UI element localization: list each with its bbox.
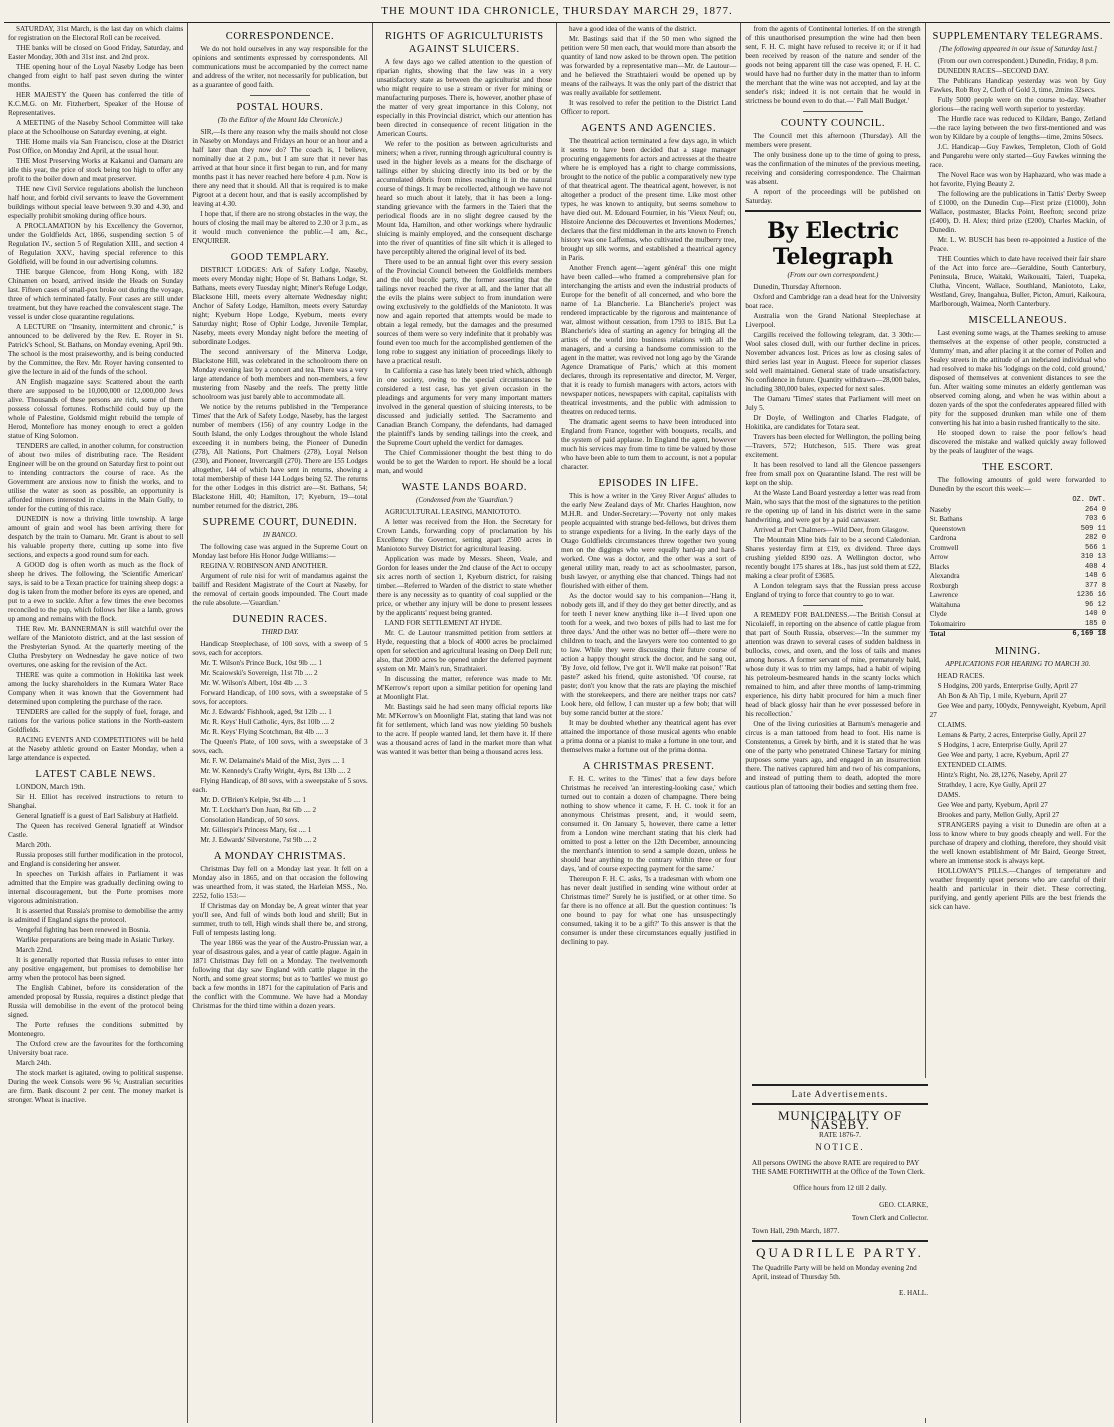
paragraph: The Porte refuses the conditions submitted by Montenegro. [8, 1021, 184, 1038]
naseby-signer-title: Town Clerk and Collector. [851, 1213, 928, 1222]
escort-place: Queenstown [929, 524, 966, 533]
paragraph: Mr. W. Wilson's Albert, 10st 4lb .... 3 [200, 679, 308, 687]
paragraph: The theatrical action terminated a few days ago, in which it seems to have been decided that a stage manager procuring engagements for actors and actresses at the theatre where he is employed has a right to charge commissions, brought to the notice of the public a comparatively new type of that theatrical agent. The theatrical agent, however, is not altogether a product of the present time. Like most other types, he was known to antiquity, but seems somehow to have died out. M. Edouard Fournier, in his 'Vieux Neuf; ou, Histoire Ancienne des Découvertes et Inventions Modernes,' declares that the first middleman in the arts known to French history was one Laffemas, who cultivated the mulberry tree, brought up silk worms, and established a theatrical agency in Paris. [560, 137, 737, 262]
paragraph: Mr. T. Wilson's Prince Buck, 10st 9lb .... 1 [200, 659, 323, 667]
paragraph: Forward Handicap, of 100 sovs, with a sweepstake of 5 sovs, for acceptors. [192, 689, 368, 706]
escort-row [930, 553, 1106, 563]
escort-row [930, 582, 1106, 592]
paragraph: It was resolved to refer the petition to the District Land Officer to report. [560, 99, 737, 116]
escort-place: Blacks [929, 562, 950, 571]
paragraph: Mr. L. W. BUSCH has been re-appointed a Justice of the Peace. [929, 236, 1106, 253]
paragraph: As the doctor would say to his companion—'Hang it, nobody gets ill, and if they do they get better directly, and as for teeth I never knew anything like it—I lived upon one tooth for a week, and two boxes of pills had to last me for three days.' And the other was no better off—there were no children to teach, and the lawyers were too contented to go to law. While they were discussing their future course of action a happy thought struck the doctor, and he sang out, 'By Jove, old fellow, I've got it. We'll make rat poison!' 'Rat paste?' asked his friend, quite astonished. 'Of course, rat paste; don't you know that the rats are playing the mischief with the storekeepers, and there are neither traps nor cats? Look here, old fellow, I can muster up a few bob; that will buy some rancid butter at the store.' [560, 592, 737, 717]
paragraph: Consolation Handicap, of 50 sovs. [200, 816, 300, 824]
paragraph: It has been resolved to land all the Glencoe passengers free from small pox on Quarantine Island. The rest will be kept on the ship. [745, 461, 921, 487]
templary-lodges: DISTRICT LODGES: Ark of Safety Lodge, Naseby, meets every Monday night; Hope of St. Bathans Lodge, St. Bathans, meets every Tuesday night; Miner's Refuge Lodge, Blacksone Hill, meets every alternate Wednesday night; Anchor of Safety Lodge, Hamilton, meets every Saturday night; Kyeburn Hope Lodge, Kyeburn, meets every Saturday night; Rose of Ophir Lodge, Juvenile Templar, Naseby, meets every Monday night before the meeting of subordinate Lodges. [192, 266, 368, 346]
paragraph: Mr. J. Edwards' Fishhook, aged, 9st 12lb .... 1 [200, 708, 332, 716]
miscellaneous-heading: MISCELLANEOUS. [968, 315, 1068, 326]
paragraph: REGINA V. ROBINSON AND ANOTHER. [200, 562, 328, 570]
monday-christmas-article [192, 865, 367, 1011]
paragraph: The only business done up to the time of going to press, was the confirmation of the minutes of the previous meeting, receiving and considering correspondence. The Chairman was absent. [745, 151, 921, 186]
escort-row [930, 591, 1106, 601]
mining-sub: APPLICATIONS FOR HEARING TO MARCH 30. [945, 659, 1091, 668]
paragraph: Mr. D. O'Brien's Kelpie, 9st 4lb .... 1 [200, 796, 306, 804]
paragraph: LAND FOR SETTLEMENT AT HYDE. [384, 619, 502, 627]
supreme-court-sub: IN BANCO. [262, 531, 298, 539]
paragraph: A LECTURE on "Insanity, intermittent and chronic," is announced to be delivered by the Rev. E. Royer in St. Patrick's School, St. Bathans, on Monday evening, April 9th. The school is the most praiseworthy, and is being conducted by the Committee, the Rev. Mr. Royer having consented to give the lecture in aid of the funds of the school. [8, 323, 184, 376]
paragraph: THE new Civil Service regulations abolish the luncheon half hour, and forbid civil servants to leave the Government buildings without special leave between 9.30 and 4.30, and especially prohibit smoking during office hours. [8, 185, 184, 220]
paragraph: Gee Wee and party, 100ydx, Pennyweight, Kyeburn, April 27 [929, 701, 1106, 719]
good-templary-heading: GOOD TEMPLARY. [230, 252, 330, 263]
dunedin-races-sub: THIRD DAY. [261, 628, 299, 636]
waste-lands-sub: (Condensed from the 'Guardian.') [415, 496, 513, 504]
paragraph: Mr. Bastings said he had seen many official reports like Mr. M'Kerrow's on Moonlight Flat, stating that land was not fit for settlement, which land was now yielding 50 bushels to the acre. If people wanted land, let them have it. If there was a thousand acres of land in the market more than what was wanted it was better than being a thousand acres less. [376, 703, 552, 756]
naseby-office-hours: Office hours from 12 till 2 daily. [793, 1184, 887, 1193]
escort-place: Naseby [929, 505, 952, 514]
paragraph: A few days ago we called attention to the question of riparian rights, showing that the law was in a very unsatisfactory state as between the agriculturist and those who might require to use a stream or river for mining or manufacturing purposes. There is, however, another phase of the matter of very great importance in this Colony, not especially in this Provincial district, which our attention has been directed in consequence of recent litigation in the American Courts. [376, 58, 552, 138]
county-council-heading: COUNTY COUNCIL. [780, 118, 886, 129]
escort-row [930, 563, 1106, 573]
paragraph: Argument of rule nisi for writ of mandamus against the bailiff and Resident Magistrate of the Court at Naseby, for the removal of certain goods impounded. The Court made the rule absolute.—'Guardian.' [192, 572, 368, 607]
paragraph: Mr. Scaiowski's Sovereign, 11st 7lb .... 2 [200, 669, 318, 677]
escort-amount: 140 0 [1084, 610, 1106, 618]
paragraph: J.C. Handicap—Guy Fawkes, Templeton, Cloth of Gold and Pungarehu were only started—Guy Fawkes winning the race. [929, 143, 1106, 169]
telegraph-news [745, 283, 920, 600]
christmas-present-article [561, 775, 736, 947]
quadrille-body: The Quadrille Party will be held on Monday evening 2nd April, instead of Thursday 5th. [752, 1263, 917, 1281]
escort-row [930, 620, 1106, 630]
paragraph: A letter was received from the Hon. the Secretary for Crown Lands, forwarding copy of proclamation by his Excellency the Governor, setting apart 2500 acres in Maniototo Survey District for agricultural leasing. [376, 518, 552, 553]
paragraph: THE banks will be closed on Good Friday, Saturday, and Easter Monday, 30th and 31st inst. and 2nd prox. [8, 44, 184, 61]
escort-row [930, 506, 1106, 516]
mining-heading: MINING. [994, 645, 1041, 657]
escort-place: Roxburgh [929, 581, 959, 590]
escort-place: Clyde [929, 610, 947, 618]
escort-place: Waitahuna [929, 600, 961, 609]
escort-amount: 96 12 [1084, 600, 1106, 609]
dunedin-races-results [192, 640, 367, 845]
escort-amount: 566 1 [1084, 543, 1106, 552]
agents-heading: AGENTS AND AGENCIES. [581, 123, 717, 134]
waste-lands-heading: WASTE LANDS BOARD. [401, 482, 528, 493]
paragraph: If Christmas day on Monday be, A great winter that year you'll see, And full of winds both loud and shrill; But in summer, truth to tell, High winds shall there be, and strong, Full of tempests lasting long. [192, 902, 368, 937]
paragraph: Mr. W. Kennedy's Crafty Wright, 4yrs, 8st 13lb .... 2 [200, 767, 351, 775]
paragraph: The year 1866 was the year of the Austro-Prussian war, a year of disastrous gales, and a year of cattle plague. Again in 1871 Christmas Day fell on a Monday. The twelvemonth following that day saw England with cattle plague in the North, and some great storms; but as to 'battles' we must go back a few months in 1871 for the capitulation of Paris and the conflict with the Commune. We have had a Monday Christmas for the third time within a dozen years. [192, 939, 368, 1010]
paragraph: This is how a writer in the 'Grey River Argus' alludes to the early New Zealand days of Mr. Charles Haughton, now M.H.R. and Under-Secretary:—'Poverty not only makes people acquainted with strange bed-fellows, but drives them to strange expedients for a living. In the early days of the Otago Goldfields circumstances threw together two young men on the diggings who were equally hard-up and hard-worked. One was a doctor, and the other was a sort of general utility man, ready to act as schoolmaster, parson, bush lawyer, or anything else that chanced. Things had not flourished with either of them. [560, 492, 737, 590]
column-2 [188, 23, 372, 1423]
paragraph: TENDERS are called, in another column, for construction of about two miles of distributing race. The Resident Engineer will be on the ground on Saturday first to point out to intending contractors the course of race. As the Government are anxious now to finish the works, and to utilise the water as soon as possible, an opportunity is afforded miners interested in claims in the Main Gully, to tender for the cutting of this race. [8, 442, 184, 513]
paragraph: Oxford and Cambridge ran a dead heat for the University boat race. [745, 293, 921, 310]
paragraph: The stock market is agitated, owing to political suspense. During the week Consols were 96 ⅛; Australian securities are firm. Bank discount 2 per cent. The money market is stronger. Wheat is inactive. [8, 1069, 184, 1104]
paragraph: Brookes and party, Mellon Gully, April 27 [937, 810, 1060, 819]
supreme-court-heading: SUPREME COURT, DUNEDIN. [202, 517, 358, 528]
paragraph: Mr. Bastings said that if the 50 men who signed the petition were 50 men each, that would more than absorb the quantity of land now asked to be thrown open. The petition was forwarded by a representative man—Mr. de Lautour—and he believed the Strathtaieri would be opened up by means of the railways. It was the only part of the district that was really available for settlement. [560, 35, 737, 97]
escort-heading: THE ESCORT. [982, 462, 1054, 473]
paragraph: EXTENDED CLAIMS. [937, 760, 1007, 769]
escort-row [930, 601, 1106, 611]
paragraph: Handicap Steeplechase, of 100 sovs, with a sweep of 5 sovs, each for acceptors. [192, 640, 368, 657]
paragraph: Mr. C. de Lautour transmitted petition from settlers at Hyde, requesting that a block of 4000 acres be proclaimed open for selection and agricultural leasing on Deep Dell run; also, that 2000 acres be opened under the deferred payment system on Mr. Main's run, Strathtaieri. [376, 629, 552, 673]
paragraph: THE opening hour of the Loyal Naseby Lodge has been changed from eight to half past seven during the winter months. [8, 63, 184, 89]
paragraph: THE Home mails via San Francisco, close at the District Post Office, on Monday 2nd April, at the usual hour. [8, 138, 184, 155]
paragraph: A MEETING of the Naseby School Committee will take place at the Schoolhouse on Saturday evening, at eight. [8, 119, 184, 136]
paragraph: The Oxford crew are the favourites for the forthcoming University boat race. [8, 1040, 184, 1057]
naseby-notice-title: MUNICIPALITY OF NASEBY. [777, 1108, 903, 1132]
electric-telegraph-title: By Electric Telegraph [767, 218, 899, 270]
paragraph: In discussing the matter, reference was made to Mr. M'Kerrow's report upon a similar petition for opening land at Moonlight Flat. [376, 675, 552, 701]
paragraph: The following case was argued in the Supreme Court on Monday last before His Honor Judge Williams:— [192, 543, 368, 560]
monday-christmas-heading: A MONDAY CHRISTMAS. [213, 851, 347, 862]
paragraph: SATURDAY, 31st March, is the last day on which claims for registration on the Electoral Roll can be received. [8, 25, 184, 42]
paragraph: Russia proposes still further modification in the protocol, and England is considering her answer. [8, 851, 184, 868]
paragraph: Warlike preparations are being made in Asiatic Turkey. [16, 936, 175, 944]
paragraph: Travers has been elected for Wellington, the polling being—Travers, 572; Hutcheson, 515. There was great excitement. [745, 433, 921, 459]
correspondence-heading: CORRESPONDENCE. [225, 31, 335, 42]
supreme-court-report [192, 543, 367, 608]
cable-news-heading: LATEST CABLE NEWS. [35, 769, 156, 780]
paragraph: Mr. R. Keys' Hull Catholic, 4yrs, 8st 10lb .... 2 [200, 718, 335, 726]
paragraph: A GOOD dog is often worth as much as the flock of sheep he drives. The following, the 'Scientific American' says, is said to be a Texan practice for training sheep dogs: a dog is taken from the mother before its eyes are opened, and put to a ewe to suckle. After a few times the ewe becomes reconciled to the pup, which follows her like a lamb, grows up among and remains with the flock. [8, 561, 184, 623]
paragraph: In California a case has lately been tried which, although in one society, owing to the special circumstances he considered a test case, has yet given occasion in the pleadings and arguments for very many important matters involved in the general question of sluicing interests, to be discussed and judicially settled. The Sacramento and Canadian Branch Company, the defendants, had damaged the plaintiff's lands by sending tailings into the creek, and the Supreme Court upheld the verdict for damages. [376, 367, 552, 447]
escort-amount: 282 0 [1084, 534, 1106, 542]
quadrille-title: QUADRILLE PARTY. [756, 1244, 924, 1260]
paragraph: TENDERS are called for the supply of fuel, forage, and rations for the various police stations in the North-eastern Goldfields. [8, 708, 184, 734]
escort-place: Tokomairiro [929, 619, 966, 628]
present-continued [745, 25, 920, 106]
paragraph: It may be doubted whether any theatrical agent has ever attained the importance of those musical agents who enable a prima donna or a pianist to make a fortune in one tour, and themselves make a fortune out of the prima donna. [560, 719, 737, 754]
correspondence-note: We do not hold ourselves in any way responsible for the opinions and sentiments expressed by correspondents. All communications must be accompanied by the correct name and address of the writer, not necessarily for publication, but as a guarantee of good faith. [192, 45, 368, 89]
naseby-date: Town Hall, 29th March, 1877. [752, 1226, 840, 1235]
rights-heading: RIGHTS OF AGRICULTURISTS AGAINST SLUICERS. [384, 31, 544, 55]
strangers-advert: STRANGERS paying a visit to Dunedin are often at a loss to know where to buy goods cheaply and well. For the purchase of drapery and clothing, therefore, they should visit the well known establishment of Mr Baird, George Street, where an immense stock is always kept. [929, 820, 1106, 865]
paragraph: Hintz's Right, No. 28,1276, Naseby, April 27 [937, 770, 1067, 779]
naseby-notice-body: All persons OWING the above RATE are required to PAY THE SAME FORTHWITH at the Office of the Town Clerk. [752, 1159, 925, 1177]
paragraph: In speeches on Turkish affairs in Parliament it was admitted that the Empire was gradually declining owing to internal discouragement, but the Porte promises more vigorous administration. [8, 870, 184, 905]
paragraph: Gee Wee and party, Kyeburn, April 27 [937, 800, 1048, 809]
paragraph: It is generally reported that Russia refuses to enter into any positive engagement, but promises to demobilise her army when the protocol has been signed. [8, 956, 184, 982]
escort-table [930, 496, 1106, 640]
escort-amount: 1236 16 [1076, 591, 1106, 599]
paragraph: DUNEDIN RACES—SECOND DAY. [937, 67, 1049, 75]
paragraph: The following are the publications in Tattis' Derby Sweep of £1000, on the Dunedin Cup—First prize (£1000), John Wallace, postmaster, Blacks Point, Reefton; second prize (£400), D. H. Alex; third prize (£200), Charles Mackin, of Dunedin. [929, 190, 1106, 234]
paragraph: There used to be an annual fight over this every session of the Provincial Council between the Goldfields members and the old bucolic party, the former asserting that the tailings never reached the river at all, and the latter that all the evils the plains were subject to from inundation were owing exclusively to the goldfields of the Maniototo. It was now and again reported that attempts would be made to obtain a legal remedy, but the damages and the presumed sources of them were so very indefinite that it probably was found even too much for the accomplished gentlemen of the long robe to suggest any initiation of proceedings likely to have a practical result. [376, 258, 552, 365]
escort-row [930, 572, 1106, 582]
paragraph: Arrived at Port Chalmers—Wild Deer, from Glasgow. [753, 526, 909, 534]
paragraph: March 24th. [16, 1059, 52, 1067]
escort-amount: 703 6 [1084, 515, 1106, 523]
notices-box [748, 1078, 932, 1418]
paragraph: AGRICULTURAL LEASING, MANIOTOTO. [384, 508, 521, 516]
paragraph: Christmas Day fell on a Monday last year. It fell on a Monday also in 1865, and on that occasion the following was unearthed from, it was stated, the Harleian MSS., No. 2252, folio 153:— [192, 865, 368, 900]
late-ads-heading: Late Advertisements. [791, 1089, 889, 1099]
paragraph: Gee Wee and party, 1 acre, Kyeburn, April 27 [937, 750, 1069, 759]
escort-place: Cromwell [929, 543, 959, 552]
paragraph: Ah Bon & Ah Tip, 1 mile, Kyeburn, April 27 [937, 691, 1068, 700]
paragraph: Thereupon F. H. C. asks, 'Is a tradesman with whom one has never dealt justified in sending wine without order at Christmas time?' Surely he is justified, or at other time. So far there is no offence at all. But the question continues: 'Is one bound to pay for what one has unsuspectingly consumed, taking it to be a gift?' To this answer is that the consumer is under these circumstances equally justified in declining to pay. [560, 875, 737, 946]
paragraph: The English Cabinet, before its consideration of the amended proposal by Russia, requires a distinct pledge that Russia will demobilise in the event of the protocol being signed. [8, 984, 184, 1019]
postal-hours-sub: (To the Editor of the Mount Ida Chronicle.) [217, 116, 343, 124]
paragraph: Another French agent—'agent général' this one might have been called—who framed a comprehensive plan for interchanging the artists and even the industrial products of Europe for the benefit of all concerned, and who bore the name of La Blancherie. La Blancherie's project was rendered impracticable by the rigorous and maintenance of war, almost without cessation, from 1793 to 1815. But La Blancherie's idea of starting an agency for bringing all the artists of the world into business relations with all the managers, and a cursing a handsome commission to the agent in the matter, was revived not long ago by the 'Grande Agence Dramatique of Paris,' which at this moment declares, through its representative and director, M. Verger, that it is ready to furnish managers with actors, actors with newspaper notices, newspapers with capital, capitalists with theatrical investments, and the public with admission to theatres on reduced terms. [560, 264, 737, 416]
paragraph: General Ignatieff is a guest of Earl Salisbury at Hatfield. [16, 812, 179, 820]
escort-unit: OZ. DWT. [1072, 496, 1106, 504]
templary-report [192, 348, 367, 511]
paragraph: Mr. Gillespie's Princess Mary, 6st .... 1 [200, 826, 312, 834]
dunedin-races-heading: DUNEDIN RACES. [232, 614, 328, 625]
paragraph: S Hodgins, 200 yards, Enterprise Gully, April 27 [937, 681, 1078, 690]
paragraph: HER MAJESTY the Queen has conferred the title of K.C.M.G. on Mr. Fitzherbert, Speaker of the House of Representatives. [8, 91, 184, 117]
paragraph: A PROCLAMATION by his Excellency the Governor, under the Goldfields Act, 1866, suspending section 5 of Regulation IV., section 5 of Regulation XIII., and section 4 of Regulation XXV., having special reference to this Goldfield, will be found in our advertising columns. [8, 222, 184, 266]
naseby-signer: GEO. CLARKE, [879, 1200, 928, 1209]
paragraph: At the Waste Land Board yesterday a letter was read from Main, who says that the most of the signatures to the petition re the opening up of land in his district were in the same handwriting, and were got by a paid canvasser. [745, 489, 921, 524]
paragraph: Mr. R. Keys' Flying Scotchman, 8st 4lb .... 3 [200, 728, 329, 736]
agents-article [561, 137, 736, 472]
paragraph: CLAIMS. [937, 720, 967, 729]
escort-amount: 310 13 [1080, 553, 1106, 561]
paragraph: Application was made by Messrs. Sheen, Veale, and Gordon for leases under the 2nd clause of the Act to occupy six acres north of section 1, Kyeburn district, for raising timber.—Referred to Warden of the district to state whether there is any necessity as to quantity of coal supplied or the price, or whether any injury will be done to present lessees by the applicants' request being granted. [376, 555, 552, 617]
paragraph: from the agents of Continental lotteries. If on the strength of this unauthorised presumption the wine had then been sent, F. H. C. might have refused to receive it; or if it had been received by reason of the nature and sender of the goods not being apparent till the case was opened, F. H. C. would have had no further duty in the matter than to inform the merchant that the wine was not accepted, and lay at the sender's risk; indeed it is not certain that he would in strictness be bound even to do that.—' Pall Mall Budget.' [745, 25, 921, 105]
column-3 [373, 23, 557, 1423]
escort-amount: 509 11 [1080, 524, 1106, 533]
paragraph: We notice by the returns published in the 'Temperance Times' that the Ark of Safety Lodge, Naseby, has the largest number of members (156) of any country Lodge in the South Island, the only Lodges throughout the whole Island exceeding it in numbers being, the Pioneer of Dunedin (278), All Nations, Port Chalmers (278), Loyal Nelson (230), and Pioneer, Invercargill (270). There are 155 Lodges altogether, 144 of which have sent in returns, showing a total membership of these 144 Lodges being 52. The returns for the other Lodges in this district are—St. Bathans, 54; Blackstone Hill, 40; Hamilton, 17; Kyeburn, 19—total number returned for the district, 286. [192, 403, 368, 510]
paragraph: have a good idea of the wants of the district. [568, 25, 697, 33]
county-council-report [745, 132, 920, 206]
rights-article [377, 58, 552, 476]
escort-amount: 408 4 [1084, 562, 1106, 571]
paragraph: March 20th. [16, 841, 52, 849]
paragraph: The Hurdle race was reduced to Kildare, Bango, Zetland—the race laying between the two first-mentioned and was won by Kildare by a couple of lengths—time, 2mins 50secs. [929, 115, 1106, 141]
paragraph: THERE was quite a commotion in Hokitika last week among the lucky shareholders in the Kumara Water Race Company when it was known that the Government had determined upon completing the purchase of the race. [8, 671, 184, 706]
escort-place: Alexandra [929, 572, 960, 580]
paragraph: LONDON, March 19th. [16, 783, 86, 791]
paragraph: Last evening some wags, at the Thames seeking to amuse themselves at the expense of other people, constructed a 'dummy' man, and after placing it at the corner of Pollen and Sealey streets in the attitude of an inebriated individual who had resolved to make his 'lodgings on the cold, cold ground,' disposed of themselves at convenient distances to see the fun. After waiting some minutes an elderly gentleman was observed coming along, and when he was within about a dozen yards of the spot the confederates appeared filled with pity for the supposed drunken man while one of them converting his hat into a basin rushed frantically to the site. [929, 329, 1106, 427]
masthead: THE MOUNT IDA CHRONICLE, THURSDAY MARCH 29, 1877. [4, 0, 1110, 23]
miscellaneous-article [930, 329, 1106, 456]
paragraph: S Hodgins, 1 acre, Enterprise Gully, April 27 [937, 740, 1067, 749]
naseby-notice-label: NOTICE. [815, 1142, 865, 1152]
paragraph: The Oamaru 'Times' states that Parliament will meet on July 5. [745, 395, 921, 412]
remedy-article [745, 611, 920, 792]
column-1 [4, 23, 188, 1423]
columns [4, 23, 1110, 1423]
paragraph: A report of the proceedings will be published on Saturday. [745, 188, 921, 205]
paragraph: The Publicans Handicap yesterday was won by Guy Fawkes, Rob Roy 2, Cloth of Gold 3, time, 2mins 32secs. [929, 77, 1106, 94]
paragraph: Fully 5000 people were on the course to-day. Weather glorious—the racing well worth superior to yesterday. [929, 96, 1106, 113]
paragraph: It is asserted that Russia's promise to demobilise the army is admitted if England signs the protocol. [8, 907, 184, 924]
paragraph: THE Most Preserving Works at Kakanui and Oamaru are idle this year, the price of stock being too high to offer any profit to the boiler down and meat preserver. [8, 157, 184, 183]
quadrille-signer: E. HALL. [899, 1288, 928, 1297]
paragraph: DAMS. [937, 790, 961, 799]
escort-amount: 377 8 [1084, 581, 1106, 590]
paragraph: HEAD RACES. [937, 671, 985, 680]
paragraph: THE Rev. Mr. BANNERMAN is still watchful over the welfare of the Maniototo district, and at the last session of the Presbyterian Synod. At the quarterly meeting of the Clutha Presbytery on Wednesday he gave notice of two overtures, one asking for the revision of the Act. [8, 625, 184, 669]
paragraph: Flying Handicap, of 80 sovs, with a sweepstake of 5 sovs. each. [192, 777, 368, 794]
local-news [8, 25, 183, 763]
escort-total: 6,169 18 [1021, 630, 1106, 640]
paragraph: SIR,—Is there any reason why the mails should not close in Naseby on Mondays and Fridays an hour or an hour and a half later than they now do? The coach is, I believe, nominally due at 2 p.m., but I am sure that it never has arrived at that hour since it first began to run, and for many months past it has never reached here before 4 p.m. Now is there any need that it should. All that is required is to make Pigroot at a decent hour, and that is easily accomplished by leaving at 4.30. [192, 128, 368, 208]
holloway-advert: HOLLOWAY'S PILLS.—Changes of temperature and weather frequently upset persons who are careful of their health and particular in their diet. These correcting, purifying, and gently aperient Pills are the best friends the sick can have. [929, 866, 1106, 911]
paragraph: Vengeful fighting has been renewed in Bosnia. [16, 926, 151, 934]
paragraph: I hope that, if there are no strong obstacles in the way, the hours of closing the mail may be altered to 2.30 or 3 p.m., as it would much convenience the public.—I am, &c., ENQUIRER. [192, 210, 368, 245]
paragraph: Dunedin, Thursday Afternoon. [753, 283, 842, 291]
paragraph: One of the living curiosities at Barnum's menagerie and circus is a man tattooed from head to foot. His name is Constentenus, a Greek by birth, and it is stated that he was one of the party who penetrated Chinese Tartary for mining purposes some years ago, and engaged in an insurrection there. The natives captured him and two of his companions, and instead of putting them to death, adopted the more cautious plan of tattooing their bodies and setting them free. [745, 720, 921, 791]
escort-row [930, 515, 1106, 525]
paragraph: THE barque Glencoe, from Hong Kong, with 182 Chinamen on board, arrived inside the Heads on Sunday last. Fifteen cases of small-pox broke out during the voyage, three of which terminated fatally. Four cases are still under treatment, but they have reached the convalescent stage. The vessel is under close quarantine regulations. [8, 268, 184, 321]
escort-row [930, 525, 1106, 535]
paragraph: Strathdey, 1 acre, Kye Gully, April 27 [937, 780, 1047, 789]
paragraph: A London telegram says that the Russian press accuse England of trying to force that country to go to war. [745, 582, 921, 599]
paragraph: RACING EVENTS AND COMPETITIONS will be held at the Naseby athletic ground on Easter Monday, when a large attendance is expected. [8, 736, 184, 762]
waste-lands-continued [561, 25, 736, 117]
cable-news [8, 783, 183, 1105]
paragraph: (From our own correspondent.) Dunedin, Friday, 8 p.m. [937, 57, 1099, 65]
paragraph: AN English magazine says: Scattered about the earth there are supposed to be 10,000,000 or 12,000,000 Jews alive. Thousands of these persons are rich, some of them possess colossal fortunes. Rothschild could buy up the whole of Palestine, Goldsmid might rebuild the temple of Herod, Montefiore has money enough to erect a golden statue of King Solomon. [8, 378, 184, 440]
escort-place: Arrow [929, 553, 949, 561]
column-6 [926, 23, 1110, 1423]
escort-total-label: Total [930, 630, 1021, 640]
escort-row [930, 544, 1106, 554]
paragraph: The Chief Commissioner thought the best thing to do would be to get the Warden to report. He should be a local man, and would [376, 449, 552, 475]
escort-place: Lawrence [929, 591, 958, 599]
paragraph: Mr. F. W. Delamaine's Maid of the Mist, 3yrs .... 1 [200, 757, 345, 765]
supplementary-heading: SUPPLEMENTARY TELEGRAMS. [932, 31, 1104, 42]
episodes-article [561, 492, 736, 755]
paragraph: Cargills received the following telegram, dat. 3 30th:—Wool sales closed dull, with our further decline in prices. November advances lost. Prices as low as closing sales of third series last year in August. Fleece for superior classes sold well maintained. General state of trade unsatisfactory. No confidence in future. Quantity withdrawn—28,000 bales, including 380,000 bales, expected for next sales. [745, 331, 921, 393]
escort-amount: 264 0 [1084, 505, 1106, 514]
naseby-rate: RATE 1876-7. [819, 1131, 861, 1139]
paragraph: The Queen's Plate, of 100 sovs, with a sweepstake of 3 sovs, each. [192, 738, 368, 755]
paragraph: A REMEDY FOR BALDNESS.—The British Consul at Nicolaieff, in reporting on the absence of cattle plague from that part of South Russia, observes:—'In the summer my attention was drawn to several cases of sudden baldness in bullocks, cows, and oxen, and the loss of tails and manes among horses. A former servant of mine, prematurely bald, whose duty it was to trim my lamps, had a habit of wiping his petroleum-besmeared hands in the scanty locks which remained to him, and after three months of lamp-trimming experience, his dirty habit procured for him a much finer head of black glossy hair than he ever possessed before in his recollection.' [745, 611, 921, 718]
column-4 [557, 23, 741, 1423]
escort-row [930, 534, 1106, 544]
paragraph: The Council met this afternoon (Thursday). All the members were present. [745, 132, 921, 149]
paragraph: THE Counties which to date have received their fair share of the Act into force are—Geraldine, South Canterbury, Peninsula, Bruce, Waitaki, Waikouaiti, Taieri, Tuapeka, Clutha, Vincent, Wallace, Southland, Maniototo, Lake, Westland, Grey, Inangahua, Buller, Picton, Amuri, Kaikoura, Marlborough, Waimea, North Canterbury. [929, 255, 1106, 308]
paragraph: The Queen has received General Ignatieff at Windsor Castle. [8, 822, 184, 839]
postal-hours-heading: POSTAL HOURS. [236, 102, 324, 113]
paragraph: We refer to the position as between agriculturists and miners; when a river, running through agricultural country is used in the higher levels as a means for the discharge of tailings either by sluicing directly into its bed or by the accumulated débris from mines reaching it in the natural course of things. It may be recollected, although we have not heard so much about it lately, that it has been a long-standing grievance with the farmers in the Taieri that the periodical floods are in no slight degree caused by the Mount Ida, Hamilton, and other workings where hydraulic sluicing is mainly employed, and the consequent discharge into the river of quantities of fine silt which it is alleged to have perceptibly altered the original level of its bed. [376, 140, 552, 256]
paragraph: Dr Doyle, of Wellington and Charles Fladgate, of Hokitika, are candidates for Totara seat. [745, 414, 921, 431]
paragraph: Sir H. Elliot has received instructions to return to Shanghai. [8, 793, 184, 810]
escort-place: Cardrona [929, 534, 957, 542]
paragraph: The second anniversary of the Minerva Lodge, Blackstone Hill, was celebrated in the schoolroom there on Monday evening last by a concert and tea. There was a very large attendance of both members and non-members, a few mustering from Naseby and the reefs. The pretty little schoolroom was just barely able to accommodate all. [192, 348, 368, 401]
paragraph: DUNEDIN is now a thriving little township. A large amount of grain and wool has been arriving there for despatch by the train to Oamaru. Mr. Grant is about to sell his valuable property there, cutting up some into five sections, and expects a good round sum for each. [8, 515, 184, 559]
escort-amount: 185 0 [1084, 619, 1106, 628]
christmas-present-heading: A CHRISTMAS PRESENT. [582, 761, 715, 772]
paragraph: Lemans & Party, 2 acres, Enterprise Gully, April 27 [937, 730, 1087, 739]
postal-hours-letter [192, 128, 367, 246]
electric-telegraph-sub: (From our own correspondent.) [787, 271, 879, 279]
paragraph: The Novel Race was won by Haphazard, who was made a hot favorite, Flying Beauty 2. [929, 171, 1106, 188]
paragraph: The dramatic agent seems to have been introduced into England from France, together with bouquets, recalls, and the system of paid applause. In England the agent, however much his services may from time to time be valued by those who have been able to turn them to account, is not a popular character. [560, 418, 737, 471]
paragraph: He stooped down to raise the poor fellow's head discovered the mistake and walked quickly away followed by the peals of laughter of the wags. [929, 429, 1106, 455]
supplementary-telegrams [930, 57, 1106, 309]
episodes-heading: EPISODES IN LIFE. [598, 478, 699, 489]
paragraph: Mr. T. Lockhart's Don Juan, 8st 6lb .... 2 [200, 806, 317, 814]
late-ads-box [934, 1088, 1112, 1092]
mining-applications [930, 672, 1106, 820]
paragraph: F. H. C. writes to the 'Times' that a few days before Christmas he received 'an interesting-looking case,' which turned out to contain a dozen of champagne. There being nothing to show whence it came, F. H. C. took it for an anonymous Christmas present, and, it would seem, consumed it. On January 5, however, there came a letter from a London wine merchant stating that his clerk had omitted to post a letter on the 12th December, announcing the merchant's intention to send a sample dozen, unless he should hear anything to the contrary within three or four days, 'and of course expecting payment for the same.' [560, 775, 737, 873]
waste-lands-article [377, 508, 552, 757]
supplementary-sub: [The following appeared in our issue of Saturday last.] [938, 45, 1097, 53]
escort-intro: The following amounts of gold were forwarded to Dunedin by the escort this week:— [929, 476, 1106, 493]
paragraph: Australia won the Grand National Steeplechase at Liverpool. [745, 312, 921, 329]
paragraph: March 22nd. [16, 946, 53, 954]
escort-amount: 148 6 [1084, 572, 1106, 580]
paragraph: The Mountain Mine bids fair to be a second Caledonian. Shares yesterday firm at £19, ex dividend. Three days crushing yielded 8390 ozs. A Wellington doctor, who recently bought 175 shares at 18s., has just sold them at £22, making a clear profit of £3685. [745, 536, 921, 580]
escort-row [930, 610, 1106, 620]
escort-place: St. Bathans [929, 515, 963, 523]
paragraph: Mr. J. Edwards' Silverstone, 7st 9lb .... 2 [200, 836, 317, 844]
